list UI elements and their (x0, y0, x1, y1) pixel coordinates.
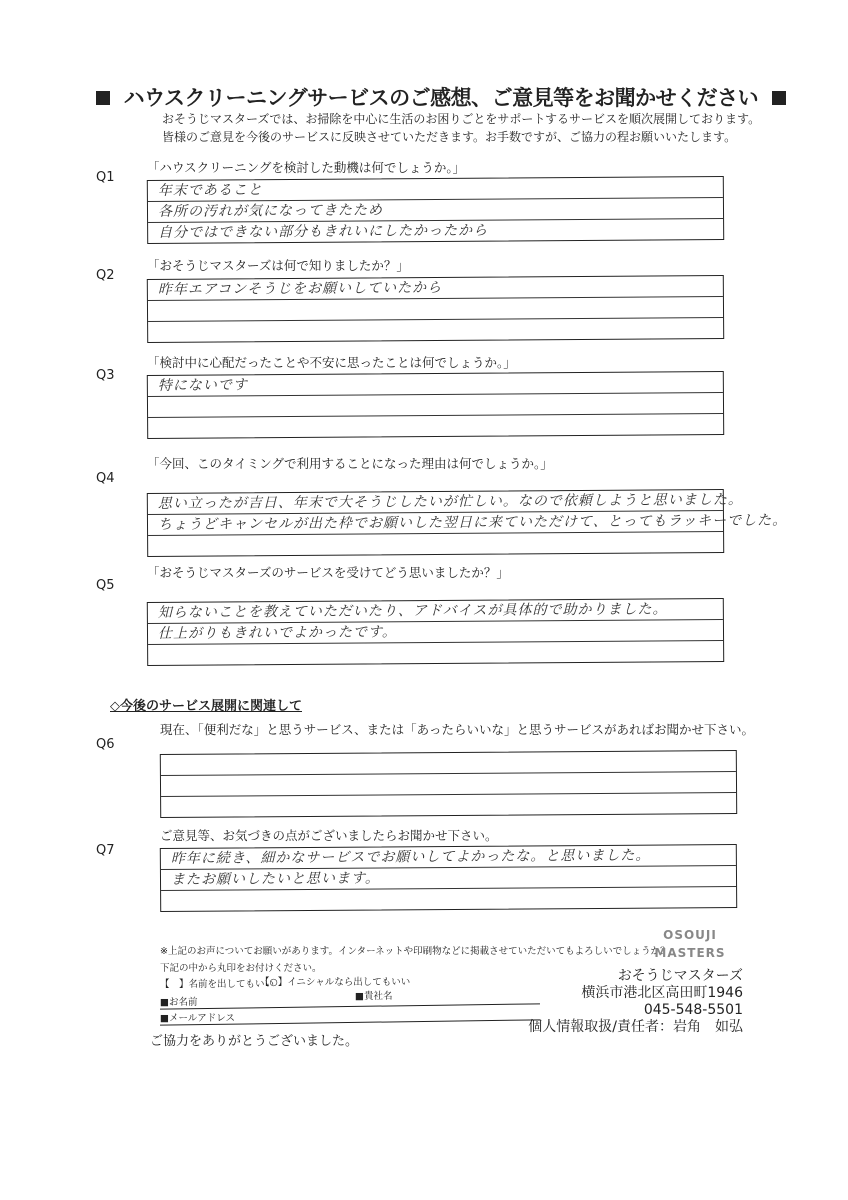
name-label: ■お名前 (160, 997, 198, 1008)
answer-box[interactable] (160, 750, 737, 818)
answer-line[interactable] (148, 532, 723, 556)
question-number: Q2 (96, 268, 115, 283)
answer-line[interactable]: 仕上がりもきれいでよかったです。 (148, 620, 723, 645)
company-address: 横浜市港北区高田町1946 (581, 985, 743, 1001)
answer-box[interactable] (147, 275, 724, 343)
question-text: 現在、「便利だな」と思うサービス、または「あったらいいな」と思うサービスがあればお聞かせ下さい。 (160, 722, 755, 737)
company-name: おそうじマスターズ (617, 968, 743, 984)
answer-line[interactable]: またお願いしたいと思います。 (161, 866, 736, 891)
answer-box[interactable] (147, 598, 724, 666)
company-logo: OSOUJI MASTERS (654, 928, 726, 960)
question-text: 「おそうじマスターズは何で知りましたか？」 (147, 258, 409, 273)
question-number: Q4 (96, 471, 115, 486)
page-title (96, 82, 786, 112)
option-initial[interactable]: 【○】イニシャルなら出してもいい (260, 977, 411, 988)
answer-box[interactable] (147, 371, 724, 439)
privacy-officer: 個人情報取扱/責任者：岩角 如弘 (528, 1019, 743, 1035)
consent-instruction: 下記の中から丸印をお付けください。 (160, 963, 322, 974)
company-phone: 045-548-5501 (643, 1002, 743, 1018)
answer-line[interactable] (148, 641, 723, 665)
intro-line-1: おそうじマスターズでは、お掃除を中心に生活のお困りごとをサポートするサービスを順次展開しております。 (162, 112, 761, 126)
answer-line[interactable]: 特にないです (148, 372, 723, 397)
square-bullet-icon (96, 91, 110, 105)
answer-box[interactable] (147, 176, 724, 244)
answer-line[interactable]: ちょうどキャンセルが出た枠でお願いした翌日に来ていただけて、とってもラッキーでした。 (148, 511, 723, 536)
question-number: Q5 (96, 578, 115, 593)
company-label: ■貴社名 (355, 991, 393, 1002)
question-text: 「検討中に心配だったことや不安に思ったことは何でしょうか。」 (147, 355, 516, 370)
thanks-text: ご協力をありがとうございました。 (150, 1034, 359, 1049)
answer-line[interactable]: 昨年エアコンそうじをお願いしていたから (148, 276, 723, 301)
question-number: Q7 (96, 843, 115, 858)
answer-line[interactable] (148, 318, 723, 342)
answer-line[interactable]: 知らないことを教えていただいたり、アドバイスが具体的で助かりました。 (148, 599, 723, 624)
option-name[interactable]: 【 】名前を出してもいい (160, 979, 275, 990)
question-text: ご意見等、お気づきの点がございましたらお聞かせ下さい。 (160, 828, 498, 843)
answer-line[interactable]: 自分ではできない部分もきれいにしたかったから (158, 222, 489, 241)
answer-line[interactable] (161, 887, 736, 911)
question-number: Q1 (96, 170, 115, 185)
answer-box[interactable] (147, 489, 788, 557)
company-info (528, 968, 743, 1036)
consent-request: ※上記のお声についてお願いがあります。インターネットや印刷物などに掲載させていただいてもよろしいでしょうか？ (160, 946, 670, 957)
title-text: ハウスクリーニングサービスのご感想、ご意見等をお聞かせください (123, 86, 759, 110)
answer-line[interactable]: 年末であること (148, 177, 723, 202)
question-number: Q3 (96, 368, 115, 383)
email-label: ■メールアドレス (160, 1013, 236, 1024)
question-text: 「ハウスクリーニングを検討した動機は何でしょうか。」 (147, 160, 466, 175)
answer-line[interactable] (161, 793, 736, 817)
answer-line[interactable] (148, 414, 723, 438)
answer-line[interactable]: 昨年に続き、細かなサービスでお願いしてよかったな。と思いました。 (161, 845, 736, 870)
answer-line[interactable]: 思い立ったが吉日、年末で大そうじしたいが忙しい。なので依頼しようと思いました。 (148, 490, 723, 515)
question-text: 「おそうじマスターズのサービスを受けてどう思いましたか？」 (147, 565, 509, 580)
intro-line-2: 皆様のご意見を今後のサービスに反映させていただきます。お手数ですが、ご協力の程お願いいたします。 (162, 130, 737, 144)
answer-box[interactable] (160, 844, 737, 912)
answer-line[interactable]: 各所の汚れが気になってきたため (148, 198, 723, 223)
section-heading: ◇今後のサービス展開に関連して (110, 699, 302, 714)
question-number: Q6 (96, 737, 115, 752)
square-bullet-icon (772, 91, 786, 105)
name-field-line[interactable] (160, 1003, 540, 1009)
question-text: 「今回、このタイミングで利用することになった理由は何でしょうか。」 (147, 456, 553, 471)
